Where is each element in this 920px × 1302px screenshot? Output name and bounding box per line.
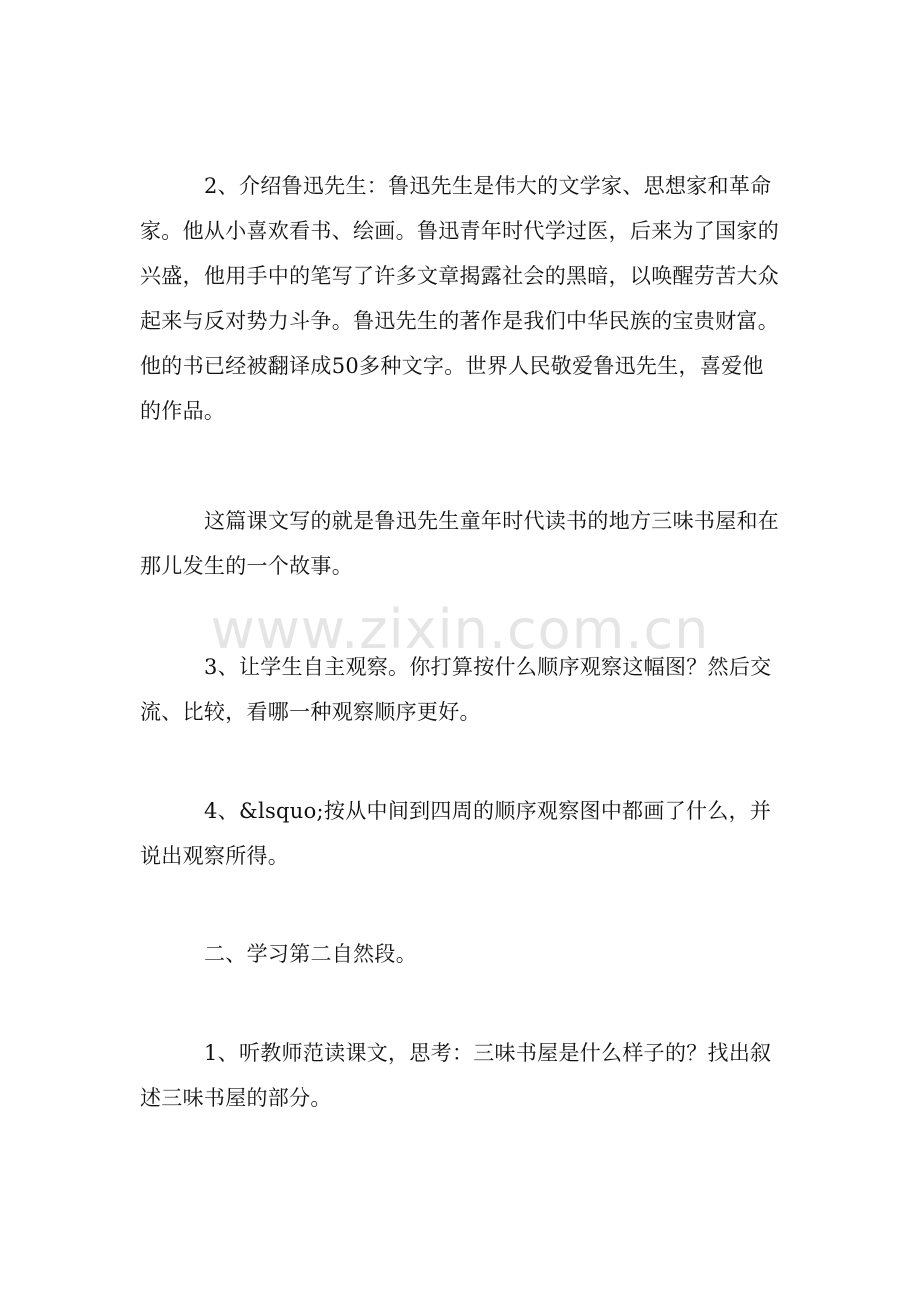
watermark: www.zixin.com.cn [210,598,710,661]
section-heading-second-paragraph: 二、学习第二自然段。 [204,942,417,966]
paragraph-teacher-reading: 1、听教师范读课文，思考：三味书屋是什么样子的？找出叙述三味书屋的部分。 [140,1041,772,1110]
paragraph-lesson-summary: 这篇课文写的就是鲁迅先生童年时代读书的地方三味书屋和在那儿发生的一个故事。 [140,509,780,578]
paragraph-lu-xun-intro: 2、介绍鲁迅先生：鲁迅先生是伟大的文学家、思想家和革命家。他从小喜欢看书、绘画。鲁迅青年时代学过医，后来为了国家的兴盛，他用手中的笔写了许多文章揭露社会的黑暗，以唤醒劳苦大众起来与反对势力斗争。鲁迅先生的著作是我们中华民族的宝贵财富。他的书已经被翻译成50多种文字。世界人民敬爱鲁迅先生，喜爱他的作品。 [140,174,779,423]
paragraph-observe-order: 4、&lsquo;按从中间到四周的顺序观察图中都画了什么，并说出观察所得。 [140,799,772,868]
paragraph-observe-picture: 3、让学生自主观察。你打算按什么顺序观察这幅图？然后交流、比较，看哪一种观察顺序更好。 [140,655,772,724]
